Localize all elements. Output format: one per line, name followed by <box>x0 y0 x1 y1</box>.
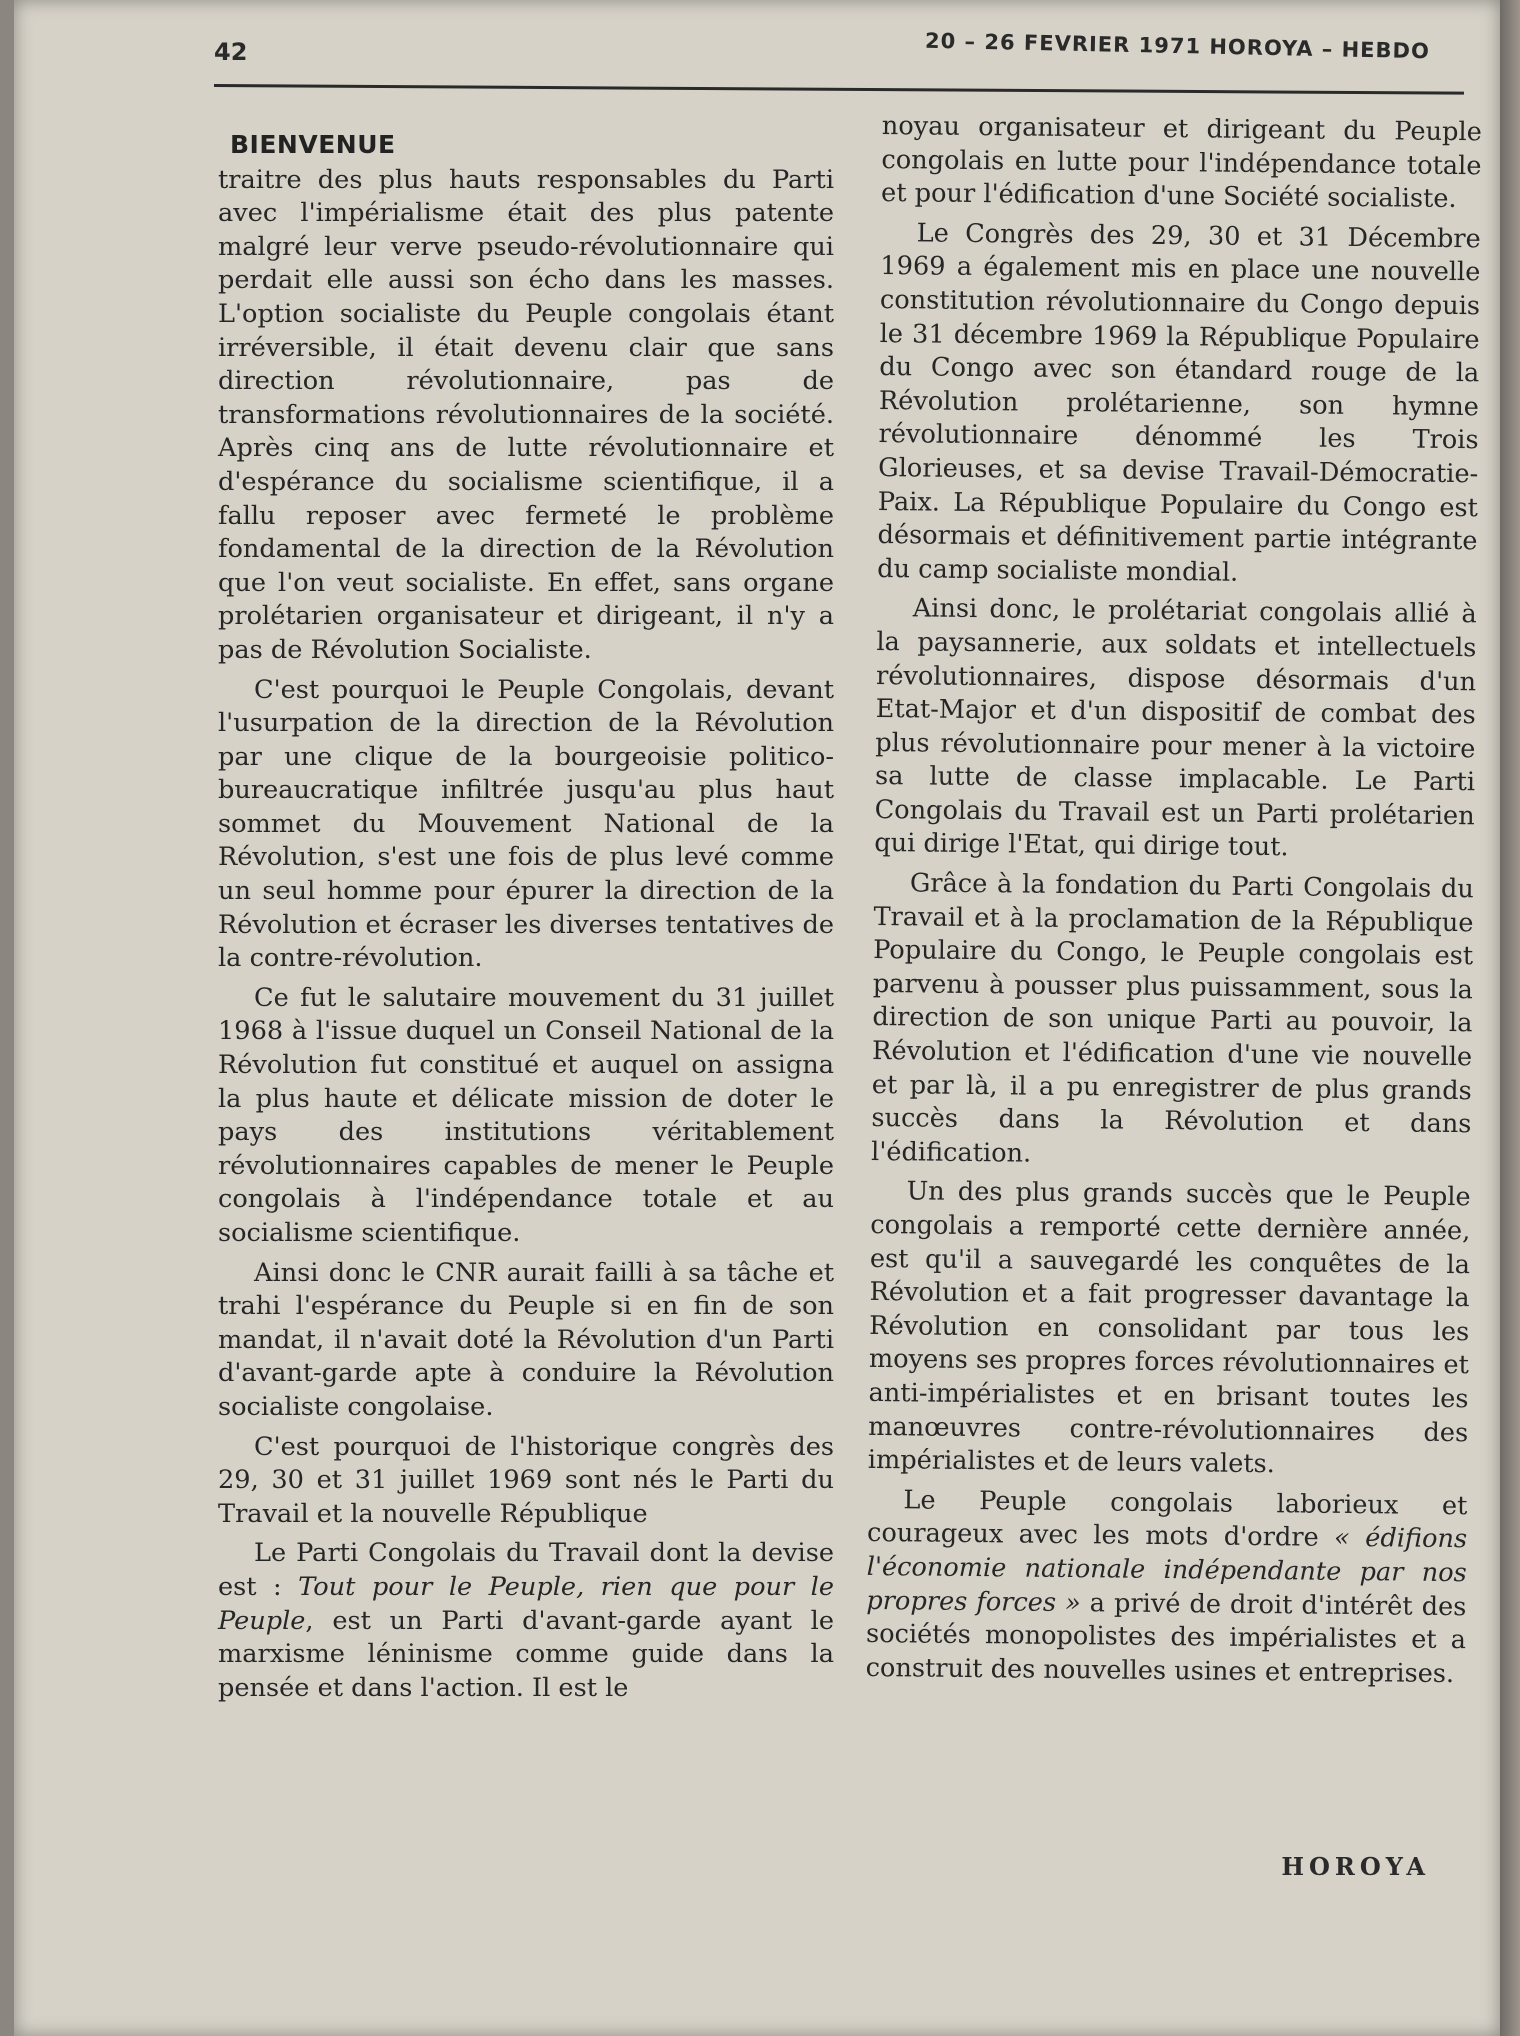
left-paragraph-2: C'est pourquoi le Peuple Congolais, devant l'usurpation de la direction de la Révolution par une clique de la bourgeoisie politico-bureaucratique infiltrée jusqu'au plus haut sommet du Mouvement National de la Révolution, s'est une fois de plus levé comme un seul homme pour épurer la direction de la Révolution et écraser les diverses tentatives de la contre-révolution. <box>218 674 834 974</box>
left-paragraph-6-rest: , est un Parti d'avant-garde ayant le marxisme léninisme comme guide dans la pensée et dans l'action. Il est le <box>218 1605 834 1703</box>
header-rule <box>214 84 1464 95</box>
left-column <box>218 128 834 1705</box>
right-paragraph-3: Ainsi donc, le prolétariat congolais allié à la paysannerie, aux soldats et intellectuels révolutionnaires, dispose désormais d'un Etat-Major et d'un dispositif de combat des plus révolutionnaire pour mener à la victoire sa lutte de classe implacable. Le Parti Congolais du Travail est un Parti prolétarien qui dirige l'Etat, qui dirige tout. <box>874 593 1477 863</box>
left-paragraph-5: C'est pourquoi de l'historique congrès des 29, 30 et 31 juillet 1969 sont nés le Parti du Travail et la nouvelle République <box>218 1431 834 1529</box>
page-edge <box>1500 0 1520 2036</box>
section-title: BIENVENUE <box>230 130 396 159</box>
right-paragraph-6-lead: Le Peuple congolais laborieux et courageux avec les mots d'ordre <box>866 1485 1468 1554</box>
party-motto: Tout pour le Peuple, rien que pour le Peuple <box>218 1571 834 1636</box>
right-paragraph-4: Grâce à la fondation du Parti Congolais du Travail et à la proclamation de la République Populaire du Congo, le Peuple congolais est parvenu à pousser plus puissamment, sous la direction de son unique Parti au pouvoir, la Révolution et l'édification d'une vie nouvelle et par là, il a pu enregistrer de plus grands succès dans la Révolution et dans l'édification. <box>870 868 1475 1169</box>
right-column <box>866 110 1482 1692</box>
left-paragraph-4: Ainsi donc le CNR aurait failli à sa tâche et trahi l'espérance du Peuple si en fin de son mandat, il n'avait doté la Révolution d'un Parti d'avant-garde apte à conduire la Révolution socialiste congolaise. <box>218 1257 834 1422</box>
left-paragraph-3: Ce fut le salutaire mouvement du 31 juillet 1968 à l'issue duquel un Conseil National de la Révolution fut constitué et auquel on assigna la plus haute et délicate mission de doter le pays des institutions véritablement révolutionnaires capables de mener le Peuple congolais à l'indépendance totale et au socialisme scientifique. <box>218 982 834 1248</box>
left-paragraph-1: traitre des plus hauts responsables du Parti avec l'impérialisme était des plus patente malgré leur verve pseudo-révolutionnaire qui perdait elle aussi son écho dans les masses. L'option socialiste du Peuple congolais étant irréversible, il était devenu clair que sans direction révolutionnaire, pas de transformations révolutionnaires de la société. Après cinq ans de lutte révolutionnaire et d'espérance du socialisme scientifique, il a fallu reposer avec fermeté le problème fondamental de la direction de la Révolution que l'on veut socialiste. En effet, sans organe prolétarien organisateur et dirigeant, il n'y a pas de Révolution Socialiste. <box>218 164 834 665</box>
article-signature: HOROYA <box>1281 1852 1430 1881</box>
right-paragraph-1: noyau organisateur et dirigeant du Peuple congolais en lutte pour l'indépendance totale et pour l'édification d'une Société socialiste. <box>880 110 1482 215</box>
left-paragraph-6-lead: Le Parti Congolais du Travail dont la devise est : <box>218 1538 834 1602</box>
slogan: « édifions l'économie nationale indépendante par nos propres forces » <box>866 1523 1468 1618</box>
page-header <box>14 28 1500 88</box>
left-paragraph-6 <box>218 1537 834 1705</box>
right-paragraph-6 <box>866 1484 1468 1692</box>
page-number: 42 <box>214 38 248 66</box>
newspaper-page <box>14 0 1500 2036</box>
right-paragraph-5: Un des plus grands succès que le Peuple congolais a remporté cette dernière année, est qu'il a sauvegardé les conquêtes de la Révolution et a fait progresser davantage la Révolution en consolidant par tous les moyens ses propres forces révolutionnaires et anti-impérialistes et en brisant toutes les manœuvres contre-révolutionnaires des impérialistes et de leurs valets. <box>867 1176 1471 1480</box>
right-paragraph-6-rest: a privé de droit d'intérêt des sociétés monopolistes des impérialistes et a construit des nouvelles usines et entreprises. <box>865 1587 1467 1689</box>
issue-date-line: 20 – 26 FEVRIER 1971 HOROYA – HEBDO <box>924 28 1431 64</box>
right-paragraph-2: Le Congrès des 29, 30 et 31 Décembre 1969 a également mis en place une nouvelle constitution révolutionnaire du Congo depuis le 31 décembre 1969 la République Populaire du Congo avec son étandard rouge de la Révolution prolétarienne, son hymne révolutionnaire dénommé les Trois Glorieuses, et sa devise Travail-Démocratie-Paix. La République Populaire du Congo est désormais et définitivement partie intégrante du camp socialiste mondial. <box>877 218 1481 588</box>
